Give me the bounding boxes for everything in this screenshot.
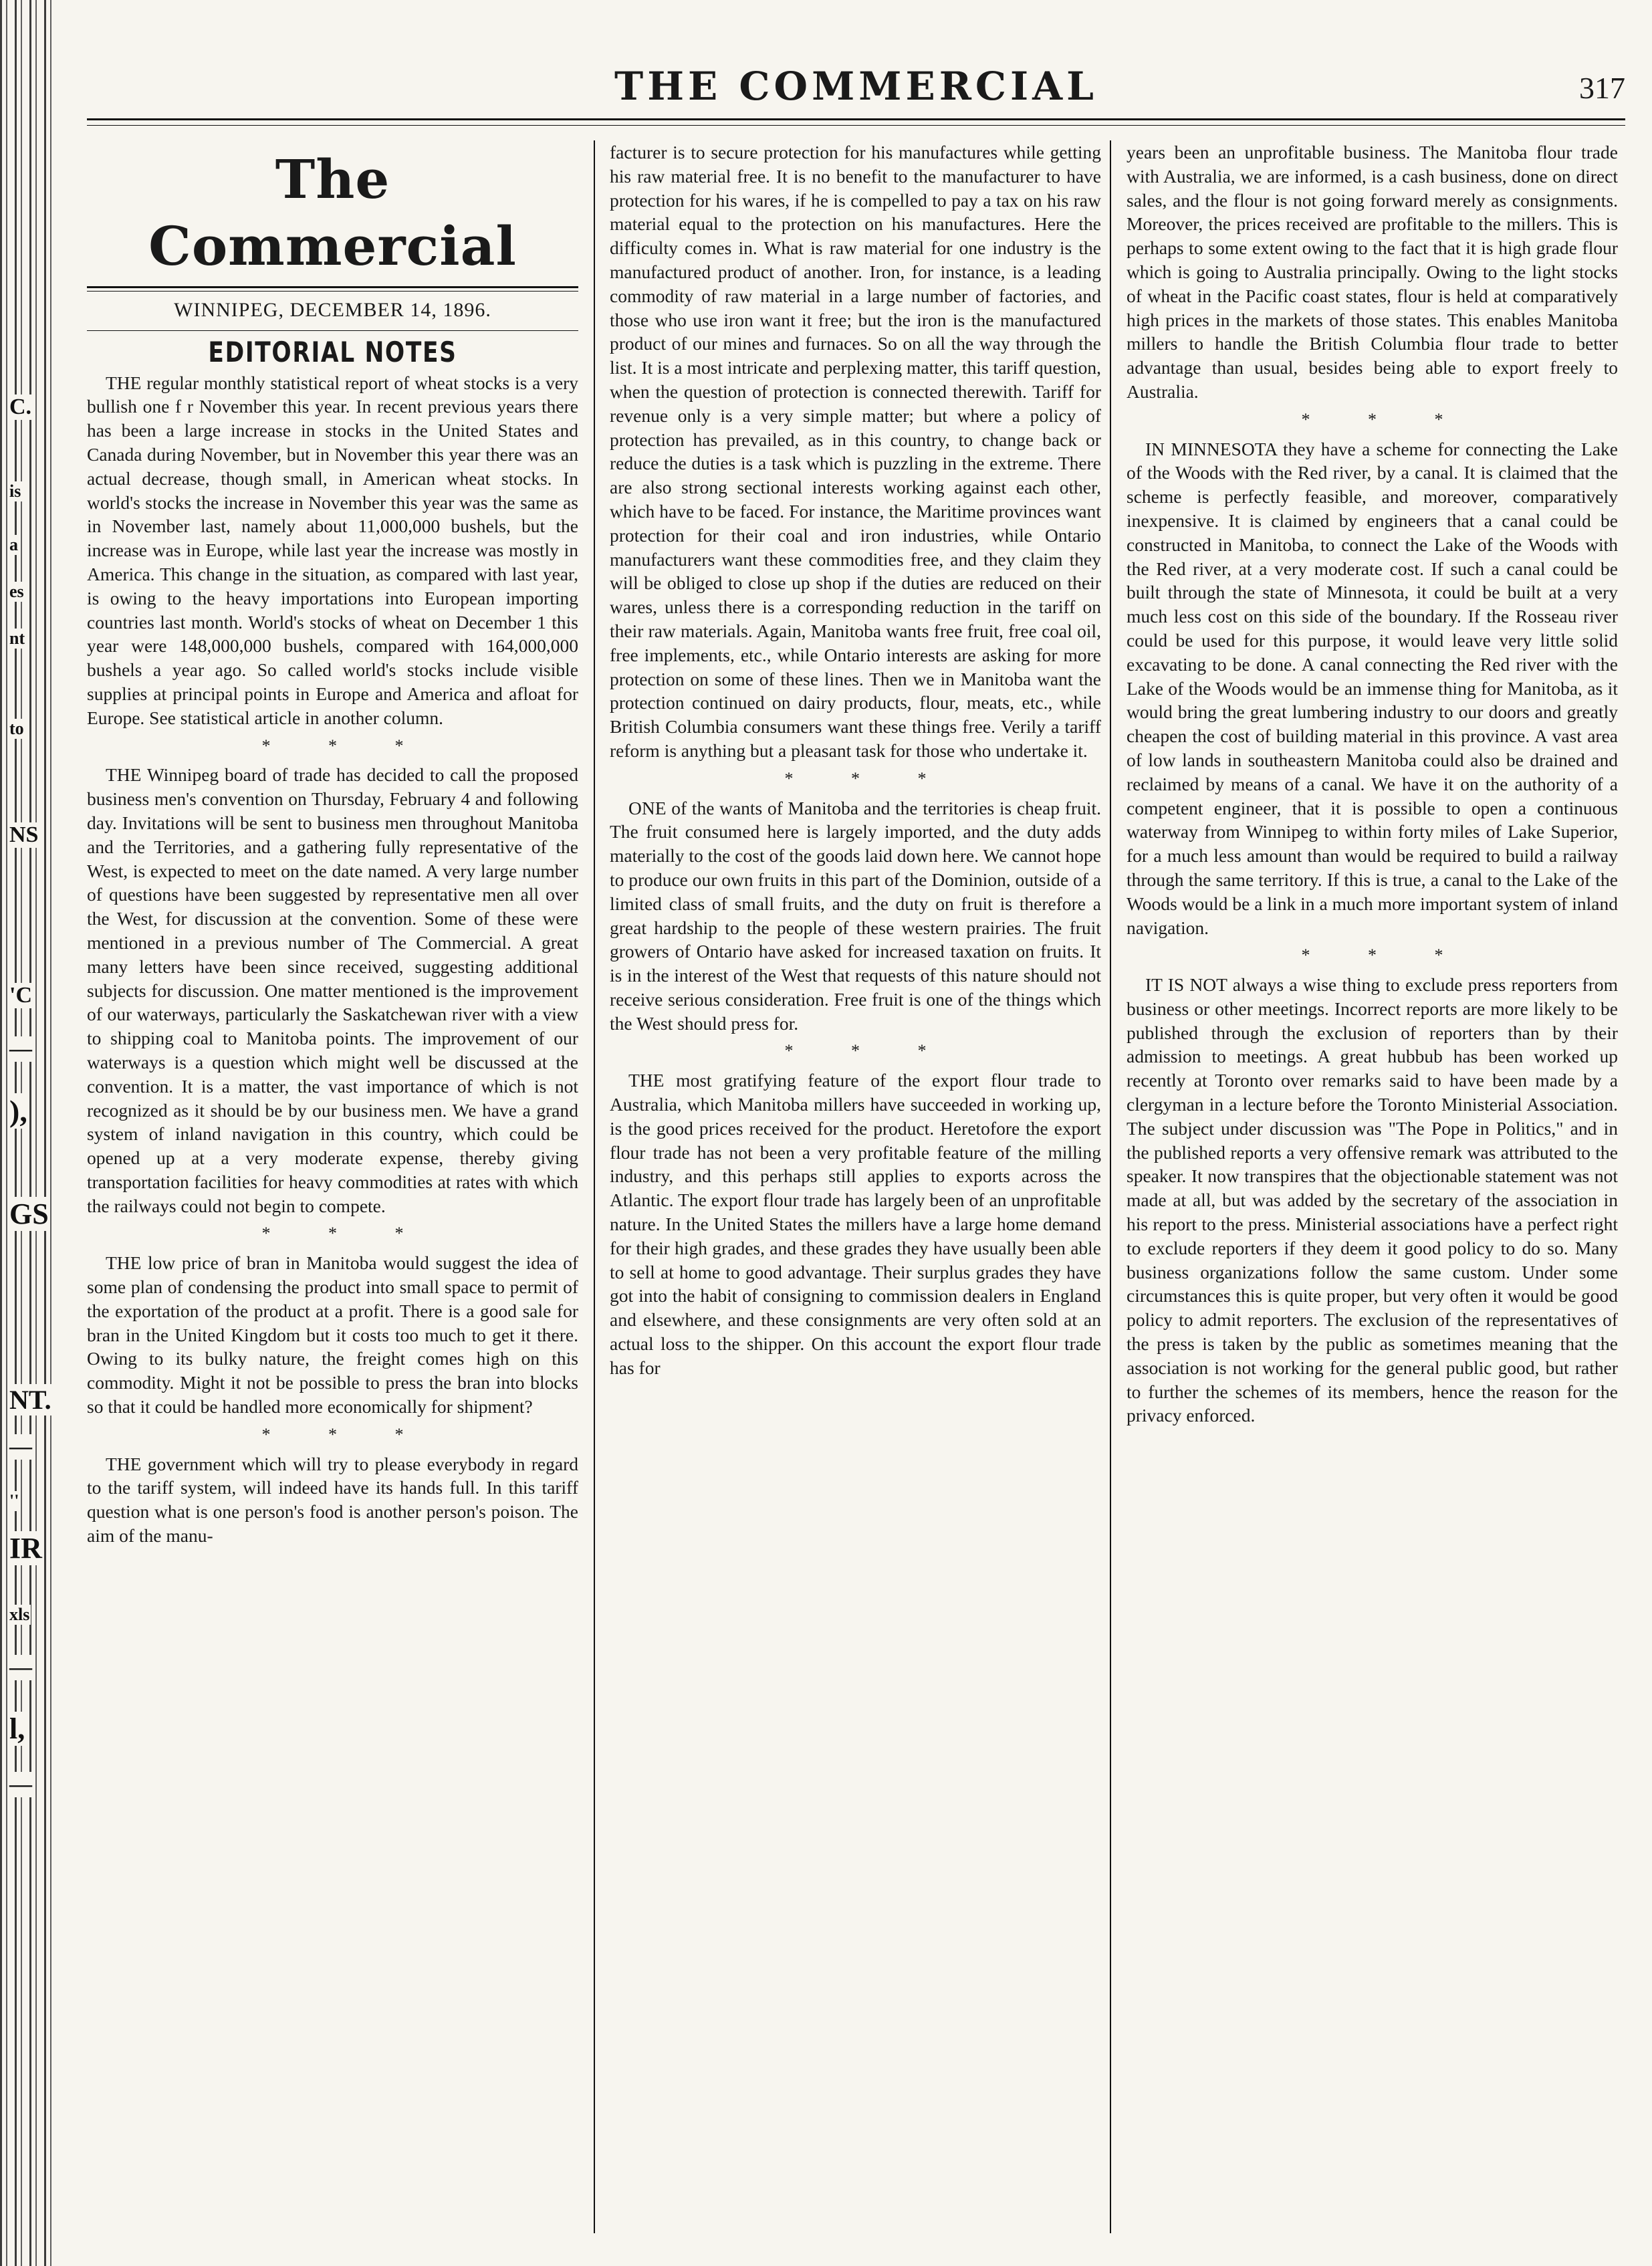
margin-fragment: is xyxy=(9,481,21,501)
editorial-paragraph: IN MINNESOTA they have a scheme for connecting the Lake of the Woods with the Red river, by a canal. It is claimed that the scheme is perfectly feasible, and moreover, comparatively inexpensive. It is claimed by engineers that a canal could be constructed in Manitoba, to connect the Lake of the Woods with the Red river, at a very moderate cost. If such a canal could be built through the state of Minnesota, it could be built at a very much less cost on this side of the boundary. If the Rosseau river could be used for this purpose, it would leave very little solid excavating to be done. A canal connecting the Red river with the Lake of the Woods would be an immense thing for Manitoba, as it would bring the great lumbering industry to our doors and greatly cheapen the cost of building material in this province. A vast area of low lands in southeastern Manitoba could also be drained and reclaimed by means of a canal. We have it on the authority of a competent engineer, that it is possible to open a continuous waterway from Winnipeg to within forty miles of Lake Superior, for a much less amount than would be required to build a railway through the same territory. If this is true, a canal to the Lake of the Woods would be a link in a much more important system of inland navigation. xyxy=(1127,438,1618,938)
section-separator: * * * xyxy=(784,768,953,788)
section-separator: * * * xyxy=(1301,409,1470,429)
margin-fragment: ), xyxy=(9,1094,27,1128)
column-divider xyxy=(594,140,595,2233)
margin-fragment: xls xyxy=(9,1605,30,1624)
editorial-paragraph: THE government which will try to please everybody in regard to the tariff system, will indeed have its hands full. In this tariff question what is one person's food is another person's poison. The aim of the manu- xyxy=(87,1453,578,1547)
margin-fragment: to xyxy=(9,719,24,738)
section-heading: EDITORIAL NOTES xyxy=(208,335,457,368)
section-separator: * * * xyxy=(1301,945,1470,966)
margin-fragment: l, xyxy=(9,1712,25,1745)
margin-fragment: — xyxy=(9,1772,32,1797)
page-header xyxy=(87,64,1625,124)
margin-fragment: NT. xyxy=(9,1385,51,1415)
editorial-paragraph: THE low price of bran in Manitoba would suggest the idea of some plan of condensing the product into small space to permit of the exportation of the product at a profit. There is a good sale for bran in the United Kingdom but it costs too much to get it there. Owing to its bulky nature, the freight comes high on this commodity. Might it not be possible to press the bran into blocks so that it could be handled more economically for shipment? xyxy=(87,1252,578,1418)
column-1 xyxy=(87,140,578,2233)
margin-fragment: '' xyxy=(9,1491,19,1510)
section-separator: * * * xyxy=(261,1224,431,1244)
margin-fragment: 'C xyxy=(9,983,32,1008)
dateline-rule xyxy=(87,330,578,331)
editorial-paragraph: facturer is to secure protection for his manufactures while getting his raw material free. It is no benefit to the manufacturer to have protection for his wares, if he is compelled to pay a tax on his raw material equal to the protection on his manufactures. Here the difficulty comes in. What is raw material for one industry is the manufactured product of another. Iron, for instance, is a leading commodity of raw material in a large number of factories, and those who use iron want it free; but the iron is the manufactured product of our mines and furnaces. So on all the way through the list. It is a most intricate and perplexing matter, this tariff question, when the question of protection is connected therewith. Tariff for revenue only is a very simple matter; but where a policy of protection has prevailed, as in this country, to change back or reduce the duties is a task which is puzzling in the extreme. There are also strong sectional interests working against each other, which have to be faced. For instance, the Maritime provinces want protection for their coal and iron industries, while Ontario manufacturers want these commodities free, and they claim they will be obliged to close up shop if the duties are reduced on their wares, unless there is a corresponding reduction in the tariff on their raw materials. Again, Manitoba wants free fruit, free coal oil, free implements, etc., while Ontario interests are asking for more protection on some of these lines. Then we in Manitoba want the protection continued on dairy products, flour, meats, etc., while British Columbia consumers want these things free. Verily a tariff reform is anything but a pleasant task for those who undertake it. xyxy=(610,142,1101,761)
margin-fragment: nt xyxy=(9,629,25,648)
margin-fragment: IR xyxy=(9,1532,42,1565)
editorial-paragraph: THE Winnipeg board of trade has decided to call the proposed business men's convention on Thursday, February 4 and following day. Invitations will be sent to business men throughout Manitoba and the Territories, and a gathering fully representative of the West, is expected to meet on the date named. A very large number of questions have been suggested by representative men all over the West, for discussion at the convention. Some of these were mentioned in a previous number of The Commercial. A great many letters have been since received, suggesting additional subjects for discussion. One matter mentioned is the improvement of our waterways, particularly the Saskatchewan river with a view to shipping coal to Manitoba points. The improvement of our waterways is a question which might well be discussed at the convention. It is a matter, the vast importance of which is not recognized as it should be by our business men. We have a grand system of inland navigation in this country, which could be opened up at a very moderate expense, thereby giving transportation facilities for heavy commodities at rates with which the railways could not begin to compete. xyxy=(87,764,578,1216)
dateline: WINNIPEG, DECEMBER 14, 1896. xyxy=(174,299,491,321)
paper-title: The Commercial xyxy=(148,148,517,277)
column-3 xyxy=(1127,140,1618,2233)
page-binding-edge xyxy=(0,0,53,2266)
page-number: 317 xyxy=(1579,71,1625,105)
section-separator: * * * xyxy=(261,735,431,756)
section-separator: * * * xyxy=(261,1424,431,1444)
title-block xyxy=(87,146,578,368)
header-rule xyxy=(87,118,1625,126)
margin-fragment: a xyxy=(9,535,18,554)
margin-fragment: GS xyxy=(9,1198,49,1230)
margin-fragment: — xyxy=(9,1655,32,1680)
editorial-paragraph: THE regular monthly statistical report of wheat stocks is a very bullish one f r November this year. In recent previous years there has been a large increase in stocks in the United States and Canada during November, but in November this year there was an actual decrease, though small, in American wheat stocks. In world's stocks the increase in November this year was the same as in November last, namely about 11,000,000 bushels, but the increase was in Europe, while last year the increase was mostly in America. This change in the situation, as compared with last year, is owing to the heavy importations into European importing countries last month. World's stocks of wheat on December 1 this year were 148,000,000 bushels, compared with 164,000,000 bushels a year ago. So called world's stocks include visible supplies at principal points in Europe and America and afloat for Europe. See statistical article in another column. xyxy=(87,372,578,728)
column-divider xyxy=(1110,140,1111,2233)
margin-fragment: — xyxy=(9,1036,32,1061)
column-2 xyxy=(610,140,1101,2233)
section-separator: * * * xyxy=(784,1041,953,1061)
title-rule xyxy=(87,286,578,292)
editorial-paragraph: years been an unprofitable business. The Manitoba flour trade with Australia, we are informed, is a cash business, done on direct sales, and the flour is not going forward merely as consignments. Moreover, the prices received are profitable to the millers. This is perhaps to some extent owing to the fact that it is high grade flour which is going to Australia principally. Owing to the light stocks of wheat in the Pacific coast states, flour is held at comparatively high prices in the markets of those states. This enables Manitoba millers to handle the British Columbia flour trade to better advantage than usual, besides being able to export freely to Australia. xyxy=(1127,142,1618,402)
editorial-paragraph: ONE of the wants of Manitoba and the territories is cheap fruit. The fruit consumed here is largely imported, and the duty adds materially to the cost of the goods laid down here. We cannot hope to produce our own fruits in this part of the Dominion, outside of a limited class of small fruits, and the duty on fruit is therefore a great hardship to the people of these western prairies. The fruit growers of Ontario have asked for increased taxation on fruits. It is in the interest of the West that requests of this nature should not receive serious consideration. Free fruit is one of the things which the West should press for. xyxy=(610,797,1101,1034)
editorial-paragraph: IT IS NOT always a wise thing to exclude press reporters from business or other meetings. Incorrect reports are more likely to be published through the exclusion of reporters than by their admission to meetings. A great hubbub has been worked up recently at Toronto over remarks said to have been made by a clergyman in a lecture before the Toronto Ministerial Association. The subject under discussion was "The Pope in Politics," and in the published reports a very offensive remark was attributed to the speaker. It now transpires that the objectionable statement was not made at all, but was added by the secretary of the association in his report to the press. Ministerial associations have a perfect right to exclude reporters if they deem it good policy to do so. Many business organizations follow the same custom. Under some circumstances this is quite proper, but very often it would be good policy to admit reporters. The exclusion of the representatives of the press is taken by the public as sometimes meaning that the association is not working for the general public good, but rather to further the schemes of its members, hence the reason for the privacy enforced. xyxy=(1127,974,1618,1426)
editorial-paragraph: THE most gratifying feature of the export flour trade to Australia, which Manitoba millers have succeeded in working up, is the good prices received for the product. Heretofore the export flour trade has not been a very profitable feature of the milling industry, and this perhaps still applies to exports across the Atlantic. The export flour trade has largely been of an unprofitable nature. In the United States the millers have a large home demand for their high grades, and these grades they have usually been able to sell at home to good advantage. Their surplus grades they have got into the habit of consigning to commission dealers in England and elsewhere, and these consignments are very often sold at an actual loss to the shipper. On this account the export flour trade has for xyxy=(610,1070,1101,1378)
margin-fragment: C. xyxy=(9,394,32,419)
masthead: THE COMMERCIAL xyxy=(614,64,1098,109)
margin-fragment: NS xyxy=(9,822,39,847)
article-columns xyxy=(87,140,1618,2233)
margin-fragment: es xyxy=(9,582,24,601)
margin-fragment: — xyxy=(9,1434,32,1459)
